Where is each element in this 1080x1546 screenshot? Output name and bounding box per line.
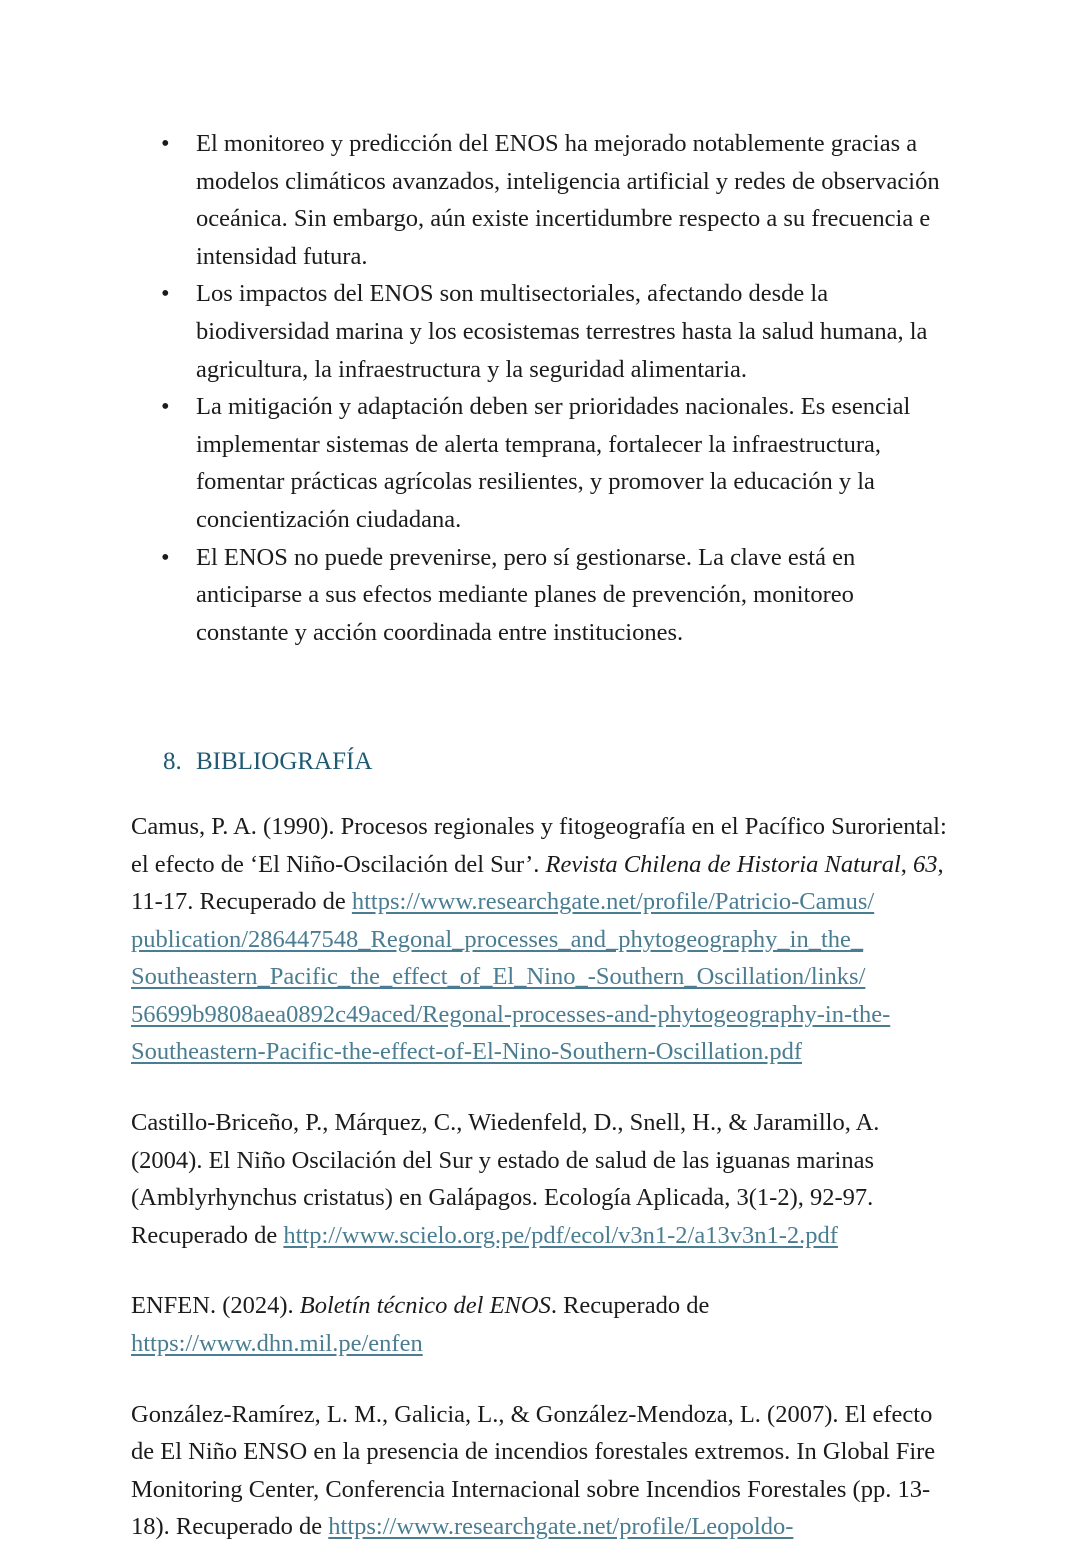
bullet-item bbox=[131, 275, 951, 388]
hyperlink[interactable]: https://www.researchgate.net/profile/Leopoldo- bbox=[328, 1513, 794, 1541]
bibliography bbox=[131, 808, 951, 1546]
bullet-text: Los impactos del ENOS son multisectoriales, afectando desde la biodiversidad marina y los ecosistemas terrestres hasta la salud humana, la agricultura, la infraestructura y la seguridad alimentaria. bbox=[196, 280, 928, 383]
text-run: Camus, P. A. (1990). Procesos regionales y fitogeografía en el Pacífico Suroriental: el efecto de ‘El Niño-Oscilación del Sur’. bbox=[131, 812, 947, 878]
bibliography-entry bbox=[131, 1287, 951, 1362]
italic-text: Revista Chilena de Historia Natural bbox=[545, 850, 901, 878]
italic-text: 63 bbox=[913, 850, 938, 878]
text-run: , 11-17. Recuperado de bbox=[131, 850, 944, 916]
text-run: Castillo-Briceño, P., Márquez, C., Wiedenfeld, D., Snell, H., & Jaramillo, A. (2004). El Niño Oscilación del Sur y estado de salud de las iguanas marinas (Amblyrhynchus cristatus) en Galápagos. Ecología Aplicada, 3(1-2), 92-97. Recuperado de bbox=[131, 1109, 880, 1249]
bibliography-entry bbox=[131, 1396, 951, 1546]
bibliography-entry bbox=[131, 1104, 951, 1254]
text-run: . Recuperado de bbox=[550, 1292, 710, 1320]
bullet-list bbox=[131, 125, 951, 651]
section-heading bbox=[131, 743, 951, 781]
text-run: , bbox=[900, 850, 914, 878]
italic-text: Boletín técnico del ENOS bbox=[299, 1292, 551, 1320]
bibliography-entry bbox=[131, 808, 951, 1071]
bullet-item bbox=[131, 539, 951, 652]
section-title: BIBLIOGRAFÍA bbox=[196, 748, 373, 776]
bullet-text: La mitigación y adaptación deben ser prioridades nacionales. Es esencial implementar sistemas de alerta temprana, fortalecer la infraestructura, fomentar prácticas agrícolas resilientes, y promover la educación y la concientización ciudadana. bbox=[196, 393, 911, 533]
hyperlink[interactable]: https://www.dhn.mil.pe/enfen bbox=[131, 1330, 423, 1358]
bullet-item bbox=[131, 388, 951, 538]
bullet-text: El ENOS no puede prevenirse, pero sí gestionarse. La clave está en anticiparse a sus efectos mediante planes de prevención, monitoreo constante y acción coordinada entre instituciones. bbox=[196, 543, 856, 646]
bullet-item bbox=[131, 125, 951, 275]
hyperlink[interactable]: https:/​/​www.​researchgate.​net/​profile/​Patricio-​Camus/​publication/​286447548_​Regonal_​processes_​and_​phytogeography_​in_​the_​Southeastern_​Pacific_​the_​effect_​of_​El_​Nino_​-​Southern_​Oscillation/​links/​56699b9808aea0892c49aced/​Regonal-​processes-​and-​phytogeography-​in-​the-​Southeastern-​Pacific-​the-​effect-​of-​El-​Nino-​Southern-​Oscillation.​pdf bbox=[131, 888, 891, 1066]
text-run: González-Ramírez, L. M., Galicia, L., & González-Mendoza, L. (2007). El efecto de El Niño ENSO en la presencia de incendios forestales extremos. In Global Fire Monitoring Center, Conferencia Internacional sobre Incendios Forestales (pp. 13-18). Recuperado de bbox=[131, 1400, 936, 1541]
text-run: ENFEN. (2024). bbox=[131, 1292, 300, 1320]
hyperlink[interactable]: http://www.scielo.org.pe/pdf/ecol/v3n1-2/a13v3n1-2.pdf bbox=[283, 1221, 838, 1249]
bullet-text: El monitoreo y predicción del ENOS ha mejorado notablemente gracias a modelos climáticos avanzados, inteligencia artificial y redes de observación oceánica. Sin embargo, aún existe incertidumbre respecto a su frecuencia e intensidad futura. bbox=[196, 130, 940, 270]
section-number: 8. bbox=[163, 748, 182, 776]
